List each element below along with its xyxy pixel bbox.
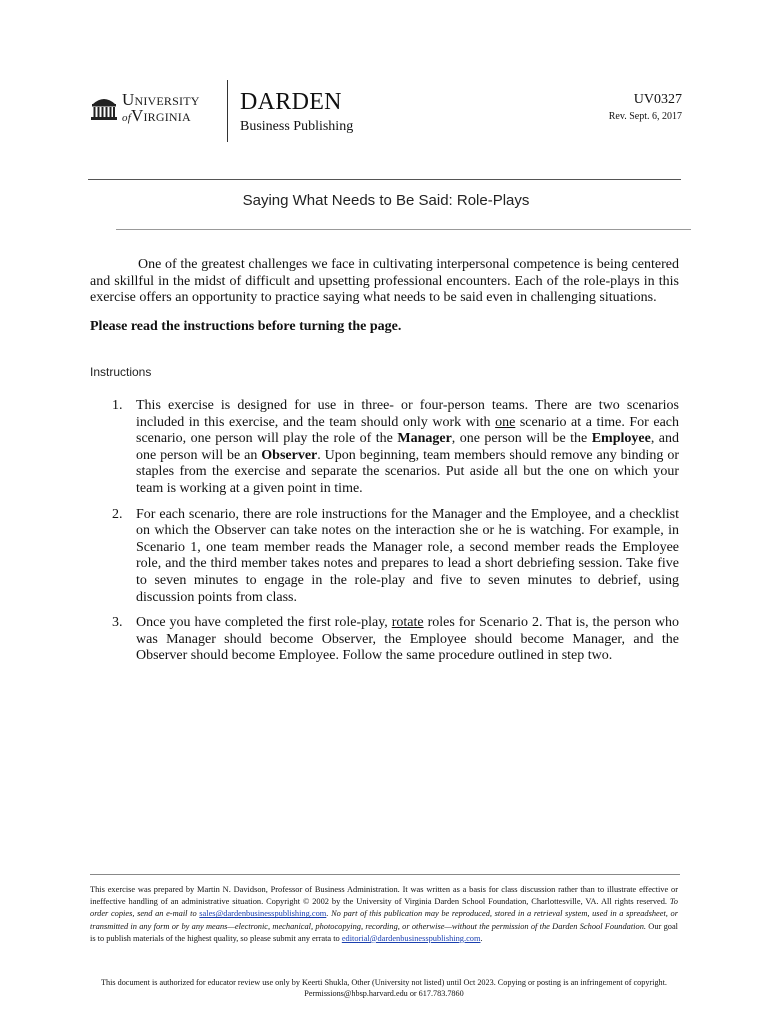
title-rule	[116, 229, 691, 230]
sales-email-link[interactable]: sales@dardenbusinesspublishing.com	[199, 909, 327, 919]
instructions-list	[90, 398, 679, 674]
list-item: 1. This exercise is designed for use in three- or four-person teams. There are two scenarios included in this exercise, and the team should only work with one scenario at a time. For each scenario, one person will play the role of the Manager, one person will be the Employee, and one person will be an Observer. Upon beginning, team members should remove any binding or staples from the exercise and separate the scenarios. Put aside all but the one on which your team is working at a given point in time.	[112, 398, 680, 496]
step-number: 2.	[112, 506, 123, 522]
header-divider	[227, 80, 228, 142]
page-title: Saying What Needs to Be Said: Role-Plays	[242, 192, 530, 209]
role-manager: Manager	[397, 431, 452, 447]
darden-logo	[240, 90, 353, 136]
document-id	[609, 92, 682, 124]
instructions-heading: Instructions	[90, 365, 152, 379]
uva-line1: University	[122, 90, 200, 109]
footnote-rule	[90, 874, 680, 875]
instructions-notice: Please read the instructions before turning the page.	[90, 319, 402, 334]
footnote: This exercise was prepared by Martin N. Davidson, Professor of Business Administration. It was written as a basis for class discussion rather than to illustrate effective or ineffective handling of an administrative situation. Copyright © 2002 by the University of Virginia Darden School Foundation, Charlottesville, VA. All rights reserved. To order copies, send an e-mail to sales@dardenbusinesspublishing.com. No part of this publication may be reproduced, stored in a retrieval system, used in a spreadsheet, or transmitted in any form or by any means—electronic, mechanical, photocopying, recording, or otherwise—without the permission of the Darden School Foundation. Our goal is to publish materials of the highest quality, so please submit any errata to editorial@dardenbusinesspublishing.com.	[90, 885, 678, 943]
uva-of: of	[122, 112, 131, 124]
role-employee: Employee	[591, 431, 651, 447]
step-number: 1.	[112, 398, 123, 413]
uva-logo	[90, 92, 220, 126]
document-revision: Rev. Sept. 6, 2017	[608, 111, 682, 122]
rotunda-icon	[90, 94, 118, 122]
intro-paragraph: One of the greatest challenges we face in cultivating interpersonal competence is being centered and skillful in the midst of difficult and upsetting professional encounters. Each of the role-plays in this exercise offers an opportunity to practice saying what needs to be said even in challenging situations.	[90, 257, 679, 305]
uva-line2: Virginia	[130, 106, 191, 125]
darden-name: DARDEN	[240, 89, 342, 115]
uva-wordmark	[122, 92, 200, 126]
list-item: 3. Once you have completed the first role-play, rotate roles for Scenario 2. That is, the person who was Manager should become Observer, the Employee should become Manager, and the Observer should become Employee. Follow the same procedure outlined in step two.	[112, 615, 679, 664]
role-observer: Observer	[261, 447, 318, 463]
document-code: UV0327	[633, 92, 682, 107]
list-item: 2. For each scenario, there are role instructions for the Manager and the Employee, and a checklist on which the Observer can take notes on the interaction she or he is watching. For example, in Scenario 1, one team member reads the Manager role, a second member reads the Employee role, and the third member takes notes and prepares to lead a short debriefing session. Take five to seven minutes to engage in the role-play and five to seven minutes to debrief, using discussion points from class.	[112, 506, 679, 605]
authorization-notice: This document is authorized for educator review use only by Keerti Shukla, Other (University not listed) until Oct 2023. Copying or posting is an infringement of copyright. Permissions@hbsp.harvard.edu or 617.783.7860	[101, 978, 667, 998]
step-number: 3.	[112, 615, 123, 631]
darden-subtitle: Business Publishing	[240, 119, 354, 134]
document-header	[90, 78, 682, 144]
editorial-email-link[interactable]: editorial@dardenbusinesspublishing.com	[341, 933, 481, 943]
top-rule	[88, 179, 681, 180]
